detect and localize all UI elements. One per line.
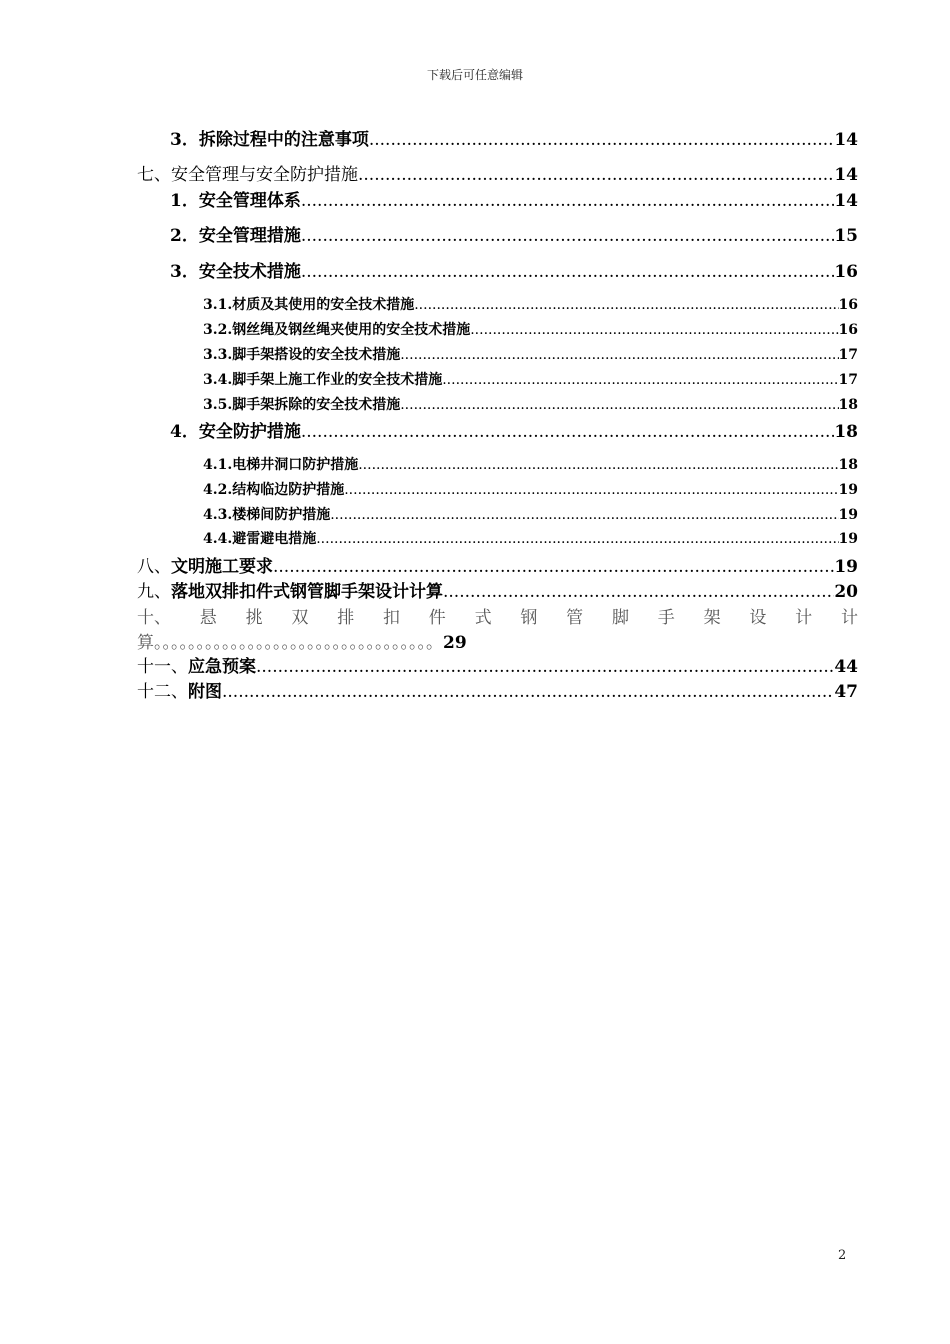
toc-char: 钢 [520,608,538,628]
toc-entry[interactable] [203,504,858,524]
toc-entry-number: 十一、 [137,657,188,677]
toc-entry[interactable] [203,528,858,548]
toc-char: 件 [428,608,446,628]
dot-leader [273,557,834,577]
toc-char: 挑 [245,608,263,628]
toc-entry-page: 19 [838,482,858,498]
dot-leader [400,347,838,363]
toc-entry[interactable] [203,319,858,339]
dot-leader [301,422,834,442]
toc-char: 计 [795,608,813,628]
toc-entry[interactable] [203,344,858,364]
toc-entry-title: 脚手架上施工作业的安全技术措施 [232,372,443,388]
toc-entry-number: 3． [170,262,199,282]
toc-entry-number: 3.4. [203,372,233,388]
dot-leader [256,657,834,677]
toc-entry-title: 避雷避电措施 [232,531,317,547]
toc-entry-title: 安全管理体系 [198,191,301,211]
toc-entry-title: 楼梯间防护措施 [232,507,331,523]
toc-entry-title-tail: 算。。。。。。。。。。。。。。。。。。。。。。。。。。。。。。。。。 [137,633,443,653]
toc-entry-title: 结构临边防护措施 [232,482,345,498]
toc-entry[interactable] [137,552,858,577]
toc-entry-title: 安全防护措施 [198,422,301,442]
toc-entry-page: 18 [834,422,858,442]
toc-entry-title: 电梯井洞口防护措施 [232,457,359,473]
toc-entry-page: 14 [834,165,858,185]
toc-entry-title: 脚手架拆除的安全技术措施 [232,397,401,413]
dot-leader [400,397,838,413]
toc-char: 计 [840,608,858,628]
toc-entry-page: 18 [838,397,858,413]
toc-char: 架 [703,608,721,628]
toc-char: 十、 [137,608,171,628]
dot-leader [443,582,834,602]
toc-entry-page: 17 [838,372,858,388]
toc-entry-page: 16 [834,262,858,282]
toc-entry-number: 3.5. [203,397,233,413]
page-number: 2 [838,1248,847,1263]
toc-entry-page: 16 [838,322,858,338]
toc-entry[interactable] [170,186,858,211]
toc-entry-page: 19 [838,531,858,547]
toc-char: 双 [291,608,309,628]
toc-entry-page: 20 [834,582,858,602]
page-header: 下载后可任意编辑 [426,68,523,82]
toc-entry-page: 14 [834,130,858,150]
toc-entry-page: 15 [834,226,858,246]
toc-entry[interactable] [170,417,858,442]
toc-entry[interactable] [137,160,858,185]
toc-entry-number: 4.2. [203,482,233,498]
toc-char: 悬 [199,608,217,628]
toc-entry-number: 4.4. [203,531,233,547]
toc-entry[interactable] [170,221,858,246]
dot-leader [470,322,838,338]
toc-entry-page: 19 [834,557,858,577]
toc-entry-title: 文明施工要求 [171,557,273,577]
toc-entry[interactable] [137,677,858,702]
toc-entry-continuation[interactable] [137,628,837,653]
toc-entry-number: 4.3. [203,507,233,523]
toc-entry-number: 2． [170,226,199,246]
toc-entry-page: 16 [838,297,858,313]
toc-entry-justified-title[interactable] [137,603,858,628]
dot-leader [414,297,838,313]
toc-char: 手 [657,608,675,628]
toc-char: 排 [337,608,355,628]
toc-entry-number: 十二、 [137,682,188,702]
dot-leader [344,482,838,498]
toc-entry-title: 拆除过程中的注意事项 [198,130,369,150]
toc-entry[interactable] [203,294,858,314]
dot-leader [316,531,838,547]
dot-leader [358,165,834,185]
toc-entry-number: 3.2. [203,322,233,338]
toc-entry-title: 脚手架搭设的安全技术措施 [232,347,401,363]
toc-entry[interactable] [203,454,858,474]
toc-entry-number: 九、 [137,582,171,602]
dot-leader [442,372,838,388]
toc-char: 管 [566,608,584,628]
toc-char: 脚 [611,608,629,628]
toc-entry-title: 钢丝绳及钢丝绳夹使用的安全技术措施 [232,322,471,338]
toc-entry-title: 安全管理措施 [198,226,301,246]
toc-char: 设 [749,608,767,628]
dot-leader [301,262,834,282]
toc-entry-number: 3.1. [203,297,233,313]
toc-entry-page: 17 [838,347,858,363]
toc-entry-title: 附图 [188,682,222,702]
toc-entry-title: 安全管理与安全防护措施 [171,165,358,185]
toc-entry-number: 1． [170,191,199,211]
toc-entry-title: 落地双排扣件式钢管脚手架设计计算 [171,582,443,602]
toc-entry-page: 19 [838,507,858,523]
toc-entry-number: 3． [170,130,199,150]
toc-entry-page: 47 [834,682,858,702]
toc-entry[interactable] [203,369,858,389]
dot-leader [358,457,838,473]
toc-entry-page: 44 [834,657,858,677]
toc-entry-number: 八、 [137,557,171,577]
toc-entry-title: 应急预案 [188,657,256,677]
toc-entry[interactable] [170,125,858,150]
toc-entry-number: 4． [170,422,199,442]
toc-entry[interactable] [203,394,858,414]
toc-entry-page: 18 [838,457,858,473]
toc-entry[interactable] [170,257,858,282]
toc-entry-number: 4.1. [203,457,233,473]
toc-entry-number: 七、 [137,165,171,185]
toc-entry[interactable] [137,577,858,602]
toc-entry-title: 材质及其使用的安全技术措施 [232,297,415,313]
toc-entry-page: 14 [834,191,858,211]
toc-entry[interactable] [137,652,858,677]
dot-leader [301,191,834,211]
dot-leader [222,682,834,702]
toc-char: 式 [474,608,492,628]
toc-entry-page: 29 [443,633,467,653]
toc-entry-title: 安全技术措施 [198,262,301,282]
toc-entry-number: 3.3. [203,347,233,363]
dot-leader [301,226,834,246]
toc-char: 扣 [382,608,400,628]
toc-entry[interactable] [203,479,858,499]
dot-leader [330,507,838,523]
dot-leader [369,130,834,150]
